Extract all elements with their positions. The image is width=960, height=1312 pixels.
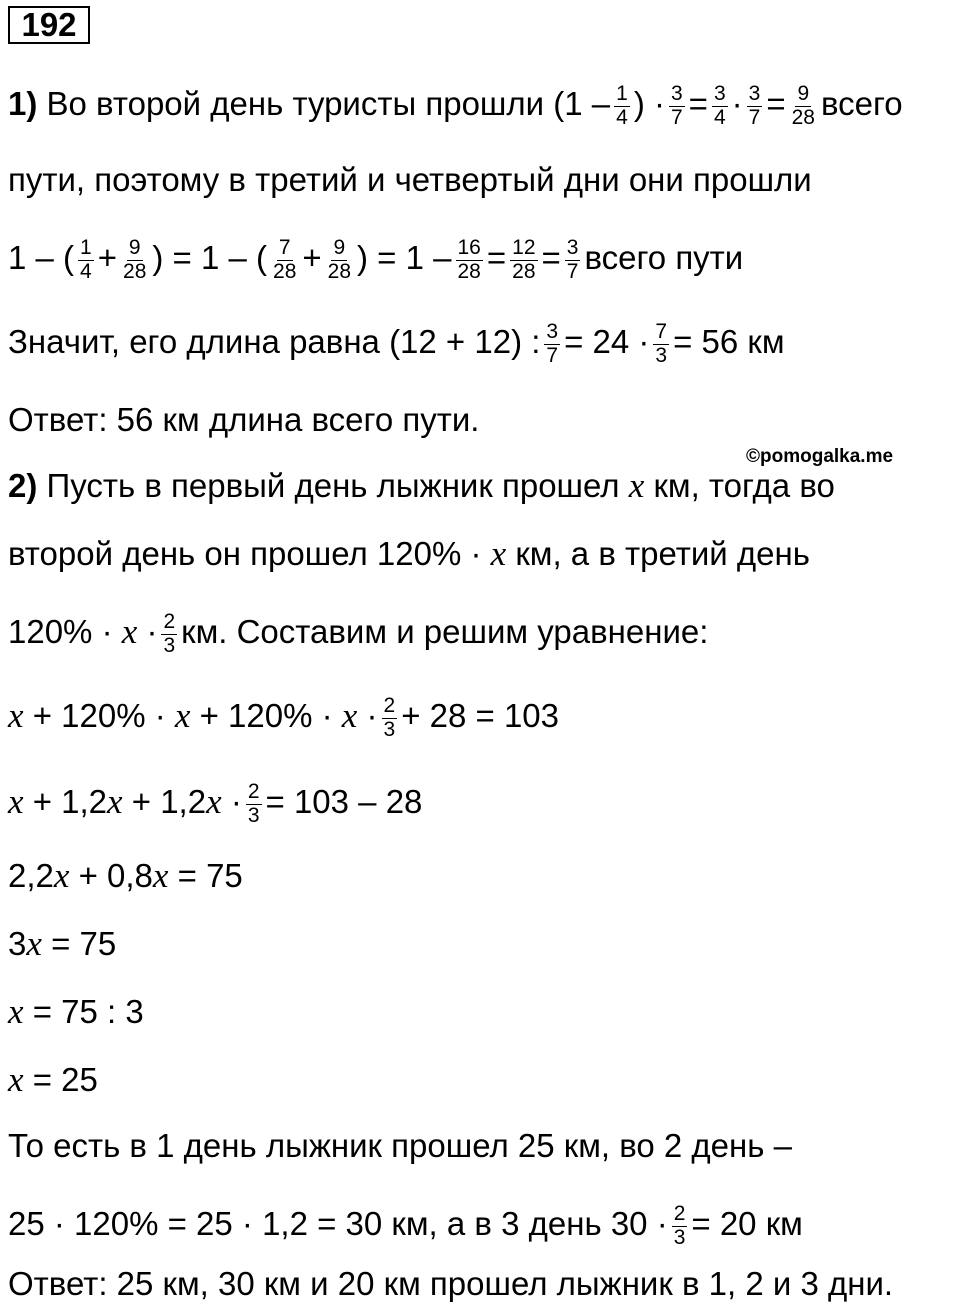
text: км, а в третий день <box>515 535 810 572</box>
fraction: $\frac{12}{28}$ <box>512 236 536 283</box>
text: = 75 <box>51 925 117 962</box>
fraction: $\frac{3}{7}$ <box>566 236 579 283</box>
text: всего пути <box>584 239 744 276</box>
text: Пусть в первый день лыжник прошел <box>46 467 620 504</box>
text: · <box>366 697 378 734</box>
answer-text: Ответ: 56 км длина всего пути. <box>8 401 480 438</box>
variable-x: x <box>26 924 42 963</box>
text: всего <box>820 85 903 122</box>
text: = 24 · <box>564 323 650 360</box>
variable-x: x <box>107 782 123 821</box>
part1-line3 <box>8 236 744 283</box>
variable-x: x <box>206 782 222 821</box>
text: + 1,2 <box>131 783 207 820</box>
summary-line2 <box>8 1202 803 1249</box>
text: = 75 <box>177 857 243 894</box>
text: ) = 1 – <box>357 239 452 276</box>
part1-line1 <box>8 82 903 129</box>
part1-marker: 1) <box>8 85 38 122</box>
part2-line3 <box>8 610 709 657</box>
fraction: $\frac{9}{28}$ <box>791 82 815 129</box>
fraction: $\frac{3}{7}$ <box>546 320 559 367</box>
variable-x: x <box>174 696 191 735</box>
problem-number: 192 <box>8 6 90 44</box>
answer-text: Ответ: 25 км, 30 км и 20 км прошел лыжник в 1, 2 и 3 дни. <box>8 1265 894 1302</box>
text: + <box>302 239 322 276</box>
fraction: $\frac{2}{3}$ <box>163 610 176 657</box>
fraction: $\frac{1}{4}$ <box>80 236 92 283</box>
part2-marker: 2) <box>8 467 38 504</box>
text: = <box>486 239 507 276</box>
fraction: $\frac{3}{4}$ <box>713 82 726 129</box>
variable-x: x <box>341 696 358 735</box>
part2-line2 <box>8 534 810 574</box>
text: км, тогда во <box>653 467 835 504</box>
text: Значит, его длина равна (12 + 12) : <box>8 323 541 360</box>
variable-x: x <box>8 696 24 735</box>
text: · <box>731 85 743 122</box>
variable-x: x <box>8 782 24 821</box>
fraction: $\frac{9}{28}$ <box>123 236 147 283</box>
equation-4 <box>8 924 116 964</box>
fraction: $\frac{16}{28}$ <box>457 236 481 283</box>
variable-x: x <box>152 856 169 895</box>
fraction: $\frac{7}{28}$ <box>273 236 297 283</box>
text: пути, поэтому в третий и четвертый дни они прошли <box>8 161 812 198</box>
text: 1 – ( <box>8 239 75 276</box>
part2-line1 <box>8 466 835 506</box>
part2-answer <box>8 1264 893 1304</box>
variable-x: x <box>8 992 24 1031</box>
text: = <box>688 85 708 122</box>
text: = 103 – 28 <box>265 783 423 820</box>
text: 120% · <box>8 613 113 650</box>
text: = 25 <box>32 1061 98 1098</box>
fraction: $\frac{2}{3}$ <box>247 780 260 827</box>
text: = 75 : 3 <box>32 993 144 1030</box>
fraction: $\frac{2}{3}$ <box>673 1202 686 1249</box>
variable-x: x <box>121 612 138 651</box>
equation-6 <box>8 1060 98 1100</box>
text: + 0,8 <box>78 857 153 894</box>
text: + 1,2 <box>32 783 108 820</box>
equation-1 <box>8 694 560 741</box>
fraction: $\frac{9}{28}$ <box>327 236 352 283</box>
part1-line2 <box>8 160 812 200</box>
part1-answer <box>8 400 479 440</box>
text: · <box>146 613 158 650</box>
watermark: ©pomogalka.me <box>746 446 894 467</box>
text: То есть в 1 день лыжник прошел 25 км, во 2 день – <box>8 1127 792 1164</box>
text: + 28 = 103 <box>401 697 560 734</box>
text: + 120% · <box>199 697 333 734</box>
text: = 20 км <box>691 1205 803 1242</box>
fraction: $\frac{3}{7}$ <box>670 82 683 129</box>
text: · <box>230 783 242 820</box>
fraction: $\frac{2}{3}$ <box>383 694 396 741</box>
text: 25 · 120% = 25 · 1,2 = 30 км, а в 3 день 30 · <box>8 1205 668 1242</box>
summary-line1 <box>8 1126 792 1166</box>
text: ) = 1 – ( <box>152 239 268 276</box>
text: ) · <box>633 85 665 122</box>
equation-5 <box>8 992 144 1032</box>
variable-x: x <box>8 1060 24 1099</box>
text: второй день он прошел 120% · <box>8 535 482 572</box>
variable-x: x <box>628 466 645 505</box>
part1-line4 <box>8 320 785 367</box>
fraction: $\frac{7}{3}$ <box>655 320 668 367</box>
equation-3 <box>8 856 243 896</box>
equation-2 <box>8 780 423 827</box>
text: Во второй день туристы прошли (1 – <box>46 85 611 122</box>
variable-x: x <box>490 534 507 573</box>
fraction: $\frac{1}{4}$ <box>616 82 628 129</box>
text: 2,2 <box>8 857 54 894</box>
variable-x: x <box>53 856 70 895</box>
text: = 56 км <box>673 323 785 360</box>
text: 3 <box>8 925 27 962</box>
text: + 120% · <box>32 697 166 734</box>
text: + <box>97 239 118 276</box>
text: = <box>541 239 561 276</box>
text: км. Составим и решим уравнение: <box>181 613 709 650</box>
fraction: $\frac{3}{7}$ <box>748 82 761 129</box>
text: = <box>766 85 786 122</box>
